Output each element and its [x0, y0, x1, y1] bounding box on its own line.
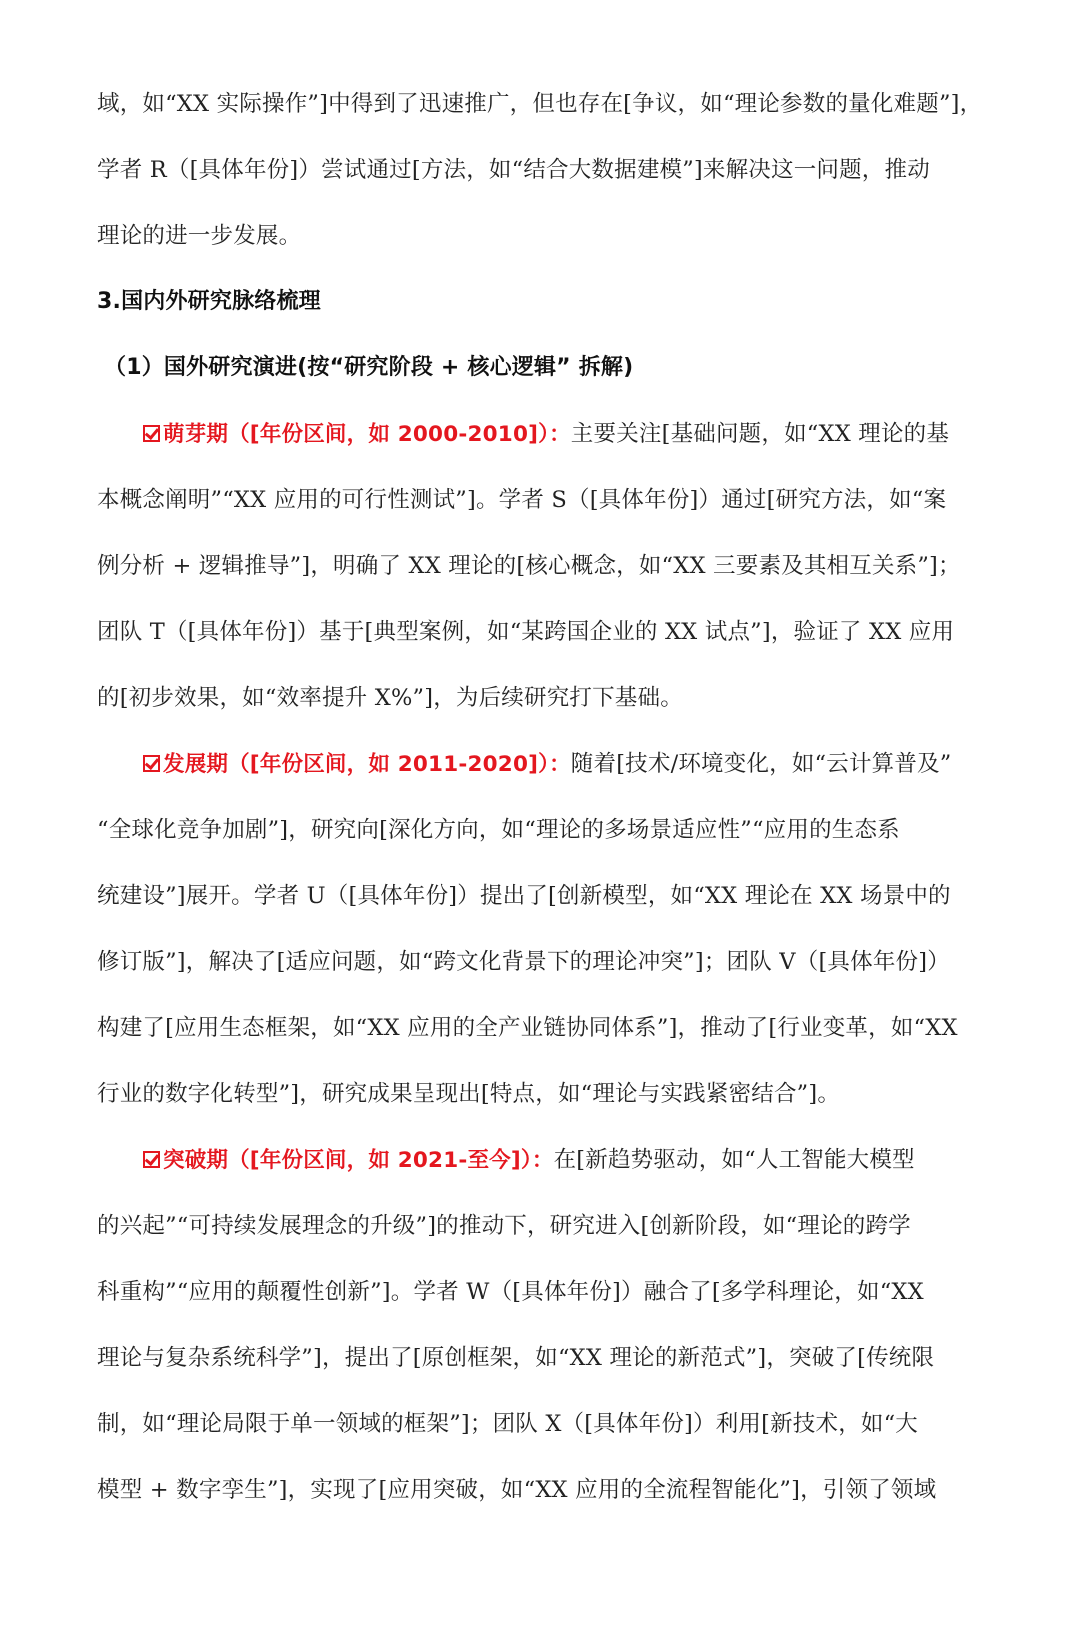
body-text-line: 制，如“理论局限于单一领域的框架”]；团队 X（[具体年份]）利用[新技术，如“大 [97, 1411, 918, 1437]
stage-text: 在[新趋势驱动，如“人工智能大模型 [553, 1147, 915, 1173]
body-text-line: 团队 T（[具体年份]）基于[典型案例，如“某跨国企业的 XX 试点”]，验证了 XX 应用 [97, 619, 955, 645]
body-text-line: 科重构”“应用的颠覆性创新”]。学者 W（[具体年份]）融合了[多学科理论，如“XX [97, 1279, 924, 1305]
subsection-heading: （1）国外研究演进(按“研究阶段 + 核心逻辑” 拆解) [104, 355, 634, 380]
stage-first-line [143, 744, 997, 784]
checkbox-checked-icon [143, 425, 160, 442]
section-heading: 3.国内外研究脉络梳理 [97, 289, 321, 314]
body-text-line: 例分析 + 逻辑推导”]，明确了 XX 理论的[核心概念，如“XX 三要素及其相互关系”]； [97, 553, 961, 579]
body-text-line: 学者 R（[具体年份]）尝试通过[方法，如“结合大数据建模”]来解决这一问题，推动 [97, 157, 930, 183]
stage-first-line [143, 1140, 997, 1180]
stage-text: 主要关注[基础问题，如“XX 理论的基 [570, 421, 950, 447]
body-text-line: 模型 + 数字孪生”]，实现了[应用突破，如“XX 应用的全流程智能化”]，引领了领域 [97, 1477, 937, 1503]
body-text-line: 构建了[应用生态框架，如“XX 应用的全产业链协同体系”]，推动了[行业变革，如“XX [97, 1015, 958, 1041]
body-text-line: 本概念阐明”“XX 应用的可行性测试”]。学者 S（[具体年份]）通过[研究方法，如“案 [97, 487, 947, 513]
checkbox-checked-icon [143, 755, 160, 772]
body-text-line: 理论的进一步发展。 [97, 223, 302, 249]
body-text-line: 行业的数字化转型”]，研究成果呈现出[特点，如“理论与实践紧密结合”]。 [97, 1081, 841, 1107]
stage-label: 突破期（[年份区间，如 2021-至今]）： [163, 1148, 554, 1173]
stage-label: 萌芽期（[年份区间，如 2000-2010]）： [163, 422, 571, 447]
body-text-line: “全球化竞争加剧”]，研究向[深化方向，如“理论的多场景适应性”“应用的生态系 [97, 817, 900, 843]
stage-label: 发展期（[年份区间，如 2011-2020]）： [163, 752, 571, 777]
body-text-line: 的兴起”“可持续发展理念的升级”]的推动下，研究进入[创新阶段，如“理论的跨学 [97, 1213, 911, 1239]
body-text-line: 域，如“XX 实际操作”]中得到了迅速推广，但也存在[争议，如“理论参数的量化难题”]， [97, 91, 983, 117]
body-text-line: 统建设”]展开。学者 U（[具体年份]）提出了[创新模型，如“XX 理论在 XX 场景中的 [97, 883, 951, 909]
body-text-line: 理论与复杂系统科学”]，提出了[原创框架，如“XX 理论的新范式”]，突破了[传统限 [97, 1345, 935, 1371]
checkbox-checked-icon [143, 1151, 160, 1168]
stage-text: 随着[技术/环境变化，如“云计算普及” [570, 751, 952, 777]
body-text-line: 的[初步效果，如“效率提升 X%”]，为后续研究打下基础。 [97, 685, 683, 711]
stage-first-line [143, 414, 997, 454]
body-text-line: 修订版”]，解决了[适应问题，如“跨文化背景下的理论冲突”]；团队 V（[具体年份]） [97, 949, 950, 975]
